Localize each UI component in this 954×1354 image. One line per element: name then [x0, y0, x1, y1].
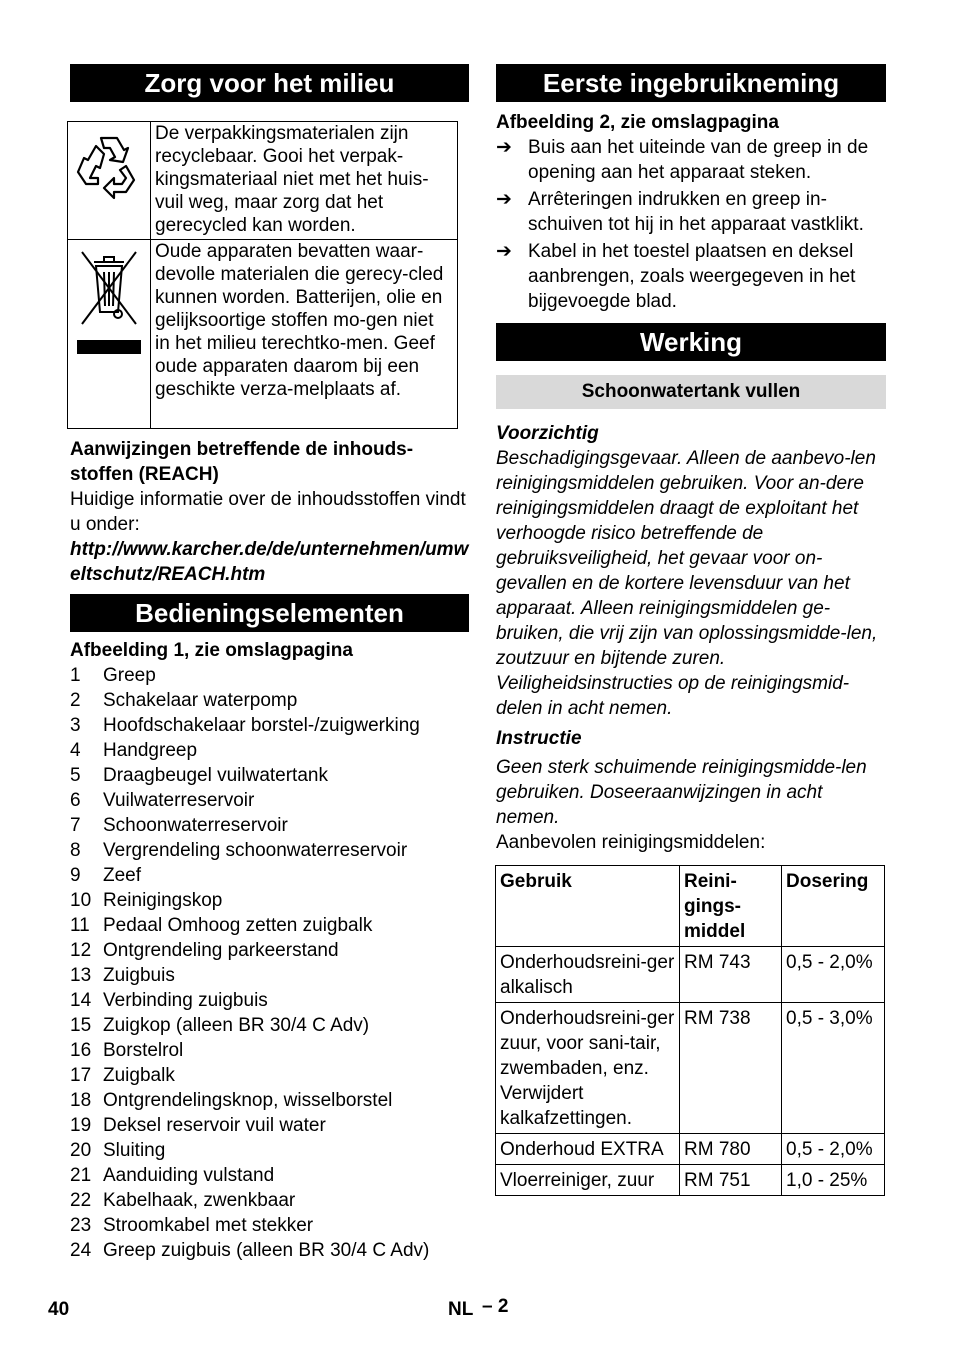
reach-heading: Aanwijzingen betreffende de inhouds-stoffen (REACH)	[70, 439, 414, 485]
table-header: Gebruik	[496, 866, 680, 947]
list-item-label: Greep	[103, 665, 156, 686]
recommended-label: Aanbevolen reinigingsmiddelen:	[496, 832, 766, 853]
list-item-label: Hoofdschakelaar borstel-/zuigwerking	[103, 715, 420, 736]
list-item-number: 22	[70, 1190, 92, 1211]
table-cell: Onderhoud EXTRA	[496, 1134, 680, 1165]
list-item-number: 15	[70, 1015, 92, 1036]
list-item	[70, 863, 469, 888]
list-item	[70, 1038, 469, 1063]
arrow-icon: ➔	[496, 189, 512, 210]
parts-list	[70, 663, 469, 1263]
table-cell: Vloerreiniger, zuur	[496, 1165, 680, 1196]
list-item	[70, 688, 469, 713]
step-item	[496, 135, 886, 185]
list-item-label: Zuigbalk	[103, 1065, 175, 1086]
table-cell: RM 780	[680, 1134, 782, 1165]
right-column	[496, 64, 886, 1196]
list-item	[70, 1188, 469, 1213]
list-item-number: 9	[70, 865, 81, 886]
first-use-subheading: Afbeelding 2, zie omslagpagina	[496, 112, 779, 133]
list-item-number: 24	[70, 1240, 92, 1261]
list-item-number: 1	[70, 665, 81, 686]
list-item-label: Greep zuigbuis (alleen BR 30/4 C Adv)	[103, 1240, 430, 1261]
table-row	[496, 1165, 885, 1196]
list-item	[70, 1238, 469, 1263]
list-item	[70, 913, 469, 938]
table-cell: Onderhoudsreini-ger alkalisch	[496, 947, 680, 1003]
table-header-row	[496, 866, 885, 947]
caution-text: Beschadigingsgevaar. Alleen de aanbevo-len reinigingsmiddelen gebruiken. Voor an-dere reinigingsmiddelen draagt de exploitant het verhoogde risico betreffende de gebruiksveiligheid, het gevaar voor on-gevallen en de kortere levensduur van het apparaat. Alleen reinigingsmiddelen ge-bruiken, die vrij zijn van oplossingsmidde-len, zoutzuur en bijtende zuren. Veiligheidsinstructies op de reinigingsmid-delen in acht nemen.	[496, 448, 878, 719]
list-item	[70, 888, 469, 913]
list-item-number: 7	[70, 815, 81, 836]
list-item-label: Zuigbuis	[103, 965, 175, 986]
list-item	[70, 1163, 469, 1188]
table-row	[496, 1134, 885, 1165]
step-text: Buis aan het uiteinde van de greep in de opening aan het apparaat steken.	[528, 137, 869, 183]
list-item-label: Pedaal Omhoog zetten zuigbalk	[103, 915, 373, 936]
list-item	[70, 663, 469, 688]
list-item-label: Handgreep	[103, 740, 198, 761]
list-item-label: Sluiting	[103, 1140, 166, 1161]
list-item-label: Aanduiding vulstand	[103, 1165, 275, 1186]
list-item-number: 11	[70, 915, 90, 936]
list-item	[70, 813, 469, 838]
list-item	[70, 1063, 469, 1088]
table-cell: RM 743	[680, 947, 782, 1003]
list-item-label: Borstelrol	[103, 1040, 184, 1061]
disposal-text: Oude apparaten bevatten waar-devolle materialen die gerecy-cled kunnen worden. Batterijen, olie en gelijksoortige stoffen mo-gen niet in het milieu terechtko-men. Geef oude apparaten daarom bij een geschikte verza-melplaats af.	[151, 240, 458, 429]
list-item-label: Verbinding zuigbuis	[103, 990, 268, 1011]
arrow-icon: ➔	[496, 137, 512, 158]
list-item	[70, 763, 469, 788]
list-item-number: 23	[70, 1215, 92, 1236]
list-item-number: 4	[70, 740, 81, 761]
environment-row-recycling	[68, 122, 458, 240]
list-item	[70, 1113, 469, 1138]
table-cell: Onderhoudsreini-ger zuur, voor sani-tair, zwembaden, enz. Verwijdert kalkafzettingen.	[496, 1003, 680, 1134]
table-header: Dosering	[782, 866, 885, 947]
list-item-label: Ontgrendelingsknop, wisselborstel	[103, 1090, 393, 1111]
arrow-icon: ➔	[496, 241, 512, 262]
list-item-label: Vuilwaterreservoir	[103, 790, 255, 811]
list-item-number: 14	[70, 990, 92, 1011]
list-item-number: 10	[70, 890, 92, 911]
list-item-label: Schakelaar waterpomp	[103, 690, 298, 711]
step-text: Arrêteringen indrukken en greep in-schuiven tot hij in het apparaat vastklikt.	[528, 189, 864, 235]
table-cell: 0,5 - 3,0%	[782, 1003, 885, 1134]
list-item-number: 20	[70, 1140, 92, 1161]
list-item-label: Reinigingskop	[103, 890, 223, 911]
section-title-environment: Zorg voor het milieu	[70, 64, 469, 102]
detergent-table	[495, 865, 885, 1196]
reach-text: Huidige informatie over de inhoudsstoffen vindt u onder:	[70, 489, 466, 535]
left-column	[70, 64, 469, 1263]
environment-table	[67, 121, 458, 429]
step-item	[496, 239, 886, 314]
instruction-text: Geen sterk schuimende reinigingsmidde-len gebruiken. Doseeraanwijzingen in acht nemen.	[496, 757, 867, 828]
list-item	[70, 788, 469, 813]
list-item	[70, 1013, 469, 1038]
table-cell: 1,0 - 25%	[782, 1165, 885, 1196]
list-item-number: 3	[70, 715, 81, 736]
list-item	[70, 1138, 469, 1163]
list-item-label: Zeef	[103, 865, 142, 886]
list-item-number: 5	[70, 765, 81, 786]
list-item-label: Zuigkop (alleen BR 30/4 C Adv)	[103, 1015, 370, 1036]
list-item-number: 18	[70, 1090, 92, 1111]
table-row	[496, 947, 885, 1003]
list-item-label: Deksel reservoir vuil water	[103, 1115, 326, 1136]
list-item	[70, 938, 469, 963]
list-item	[70, 838, 469, 863]
instruction-heading: Instructie	[496, 728, 582, 749]
table-header: Reini-gings-middel	[680, 866, 782, 947]
step-item	[496, 187, 886, 237]
list-item-number: 2	[70, 690, 81, 711]
step-text: Kabel in het toestel plaatsen en deksel aanbrengen, zoals weergegeven in het bijgevoegde blad.	[528, 241, 856, 312]
section-title-first-use: Eerste ingebruikneming	[496, 64, 886, 102]
crossed-bin-icon	[68, 240, 151, 429]
list-item-label: Draagbeugel vuilwatertank	[103, 765, 328, 786]
reach-link[interactable]: http://www.karcher.de/de/unternehmen/umweltschutz/REACH.htm	[70, 539, 469, 585]
list-item	[70, 1213, 469, 1238]
table-row	[496, 1003, 885, 1134]
list-item-label: Kabelhaak, zwenkbaar	[103, 1190, 296, 1211]
page-number: 40	[48, 1299, 70, 1320]
list-item-number: 17	[70, 1065, 92, 1086]
list-item-number: 6	[70, 790, 81, 811]
list-item	[70, 713, 469, 738]
list-item	[70, 1088, 469, 1113]
list-item	[70, 963, 469, 988]
recycling-text: De verpakkingsmaterialen zijn recyclebaar. Gooi het verpak-kingsmateriaal niet met het huis-vuil weg, maar zorg dat het gerecycled kan worden.	[151, 122, 458, 240]
list-item-label: Schoonwaterreservoir	[103, 815, 288, 836]
list-item-label: Ontgrendeling parkeerstand	[103, 940, 339, 961]
list-item-number: 19	[70, 1115, 92, 1136]
list-item-label: Stroomkabel met stekker	[103, 1215, 314, 1236]
list-item-number: 21	[70, 1165, 92, 1186]
list-item	[70, 988, 469, 1013]
environment-row-disposal	[68, 240, 458, 429]
section-marker: – 2	[482, 1296, 509, 1317]
list-item-number: 13	[70, 965, 92, 986]
table-cell: RM 738	[680, 1003, 782, 1134]
caution-heading: Voorzichtig	[496, 423, 599, 444]
table-cell: 0,5 - 2,0%	[782, 947, 885, 1003]
list-item-number: 8	[70, 840, 81, 861]
controls-subheading: Afbeelding 1, zie omslagpagina	[70, 640, 353, 661]
section-title-controls: Bedieningselementen	[70, 594, 469, 632]
recycle-icon	[68, 122, 151, 240]
list-item-number: 16	[70, 1040, 92, 1061]
section-title-operation: Werking	[496, 323, 886, 361]
table-cell: 0,5 - 2,0%	[782, 1134, 885, 1165]
list-item	[70, 738, 469, 763]
list-item-number: 12	[70, 940, 92, 961]
list-item-label: Vergrendeling schoonwaterreservoir	[103, 840, 408, 861]
subsection-title-tank: Schoonwatertank vullen	[496, 375, 886, 409]
table-cell: RM 751	[680, 1165, 782, 1196]
language-code: NL	[448, 1299, 474, 1320]
